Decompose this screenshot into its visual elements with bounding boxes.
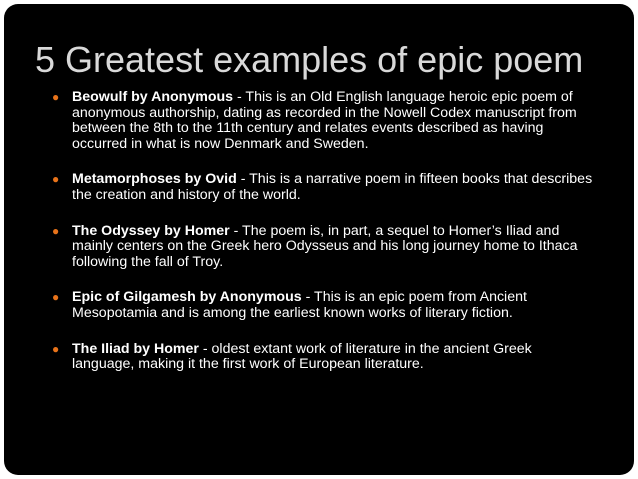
item-description: - This is a narrative poem in fifteen books that describes the creation and history of the world. — [72, 171, 593, 203]
list-item — [52, 172, 597, 203]
bullet-icon: ● — [52, 341, 60, 356]
bullet-icon: ● — [52, 90, 60, 104]
item-title: Metamorphoses by Ovid — [72, 171, 237, 188]
list-item — [52, 224, 597, 271]
item-title: The Iliad by Homer — [72, 340, 199, 357]
bullet-icon: ● — [52, 223, 60, 238]
item-title: Epic of Gilgamesh by Anonymous — [72, 289, 302, 306]
slide — [4, 4, 634, 475]
list-item — [52, 290, 597, 321]
bullet-icon: ● — [52, 290, 60, 305]
item-title: Beowulf by Anonymous — [72, 89, 234, 105]
slide-title: 5 Greatest examples of epic poem — [35, 39, 584, 80]
list-item — [52, 90, 597, 152]
item-description: - This is an Old English language heroic epic poem of anonymous authorship, dating as recorded in the Nowell Codex manuscript from between the 8th to the 11th century and relates events described as having occurred in what is now Denmark and Sweden. — [72, 89, 577, 152]
item-description: - oldest extant work of literature in the ancient Greek language, making it the first work of European literature. — [72, 340, 532, 373]
epic-poem-list — [52, 90, 597, 373]
item-description: - The poem is, in part, a sequel to Homer’s Iliad and mainly centers on the Greek hero Odysseus and his long journey home to Ithaca following the fall of Troy. — [72, 222, 578, 270]
item-title: The Odyssey by Homer — [72, 222, 230, 239]
bullet-icon: ● — [52, 172, 60, 187]
item-description: - This is an epic poem from Ancient Mesopotamia and is among the earliest known works of literary fiction. — [72, 289, 527, 321]
list-item — [52, 342, 597, 373]
